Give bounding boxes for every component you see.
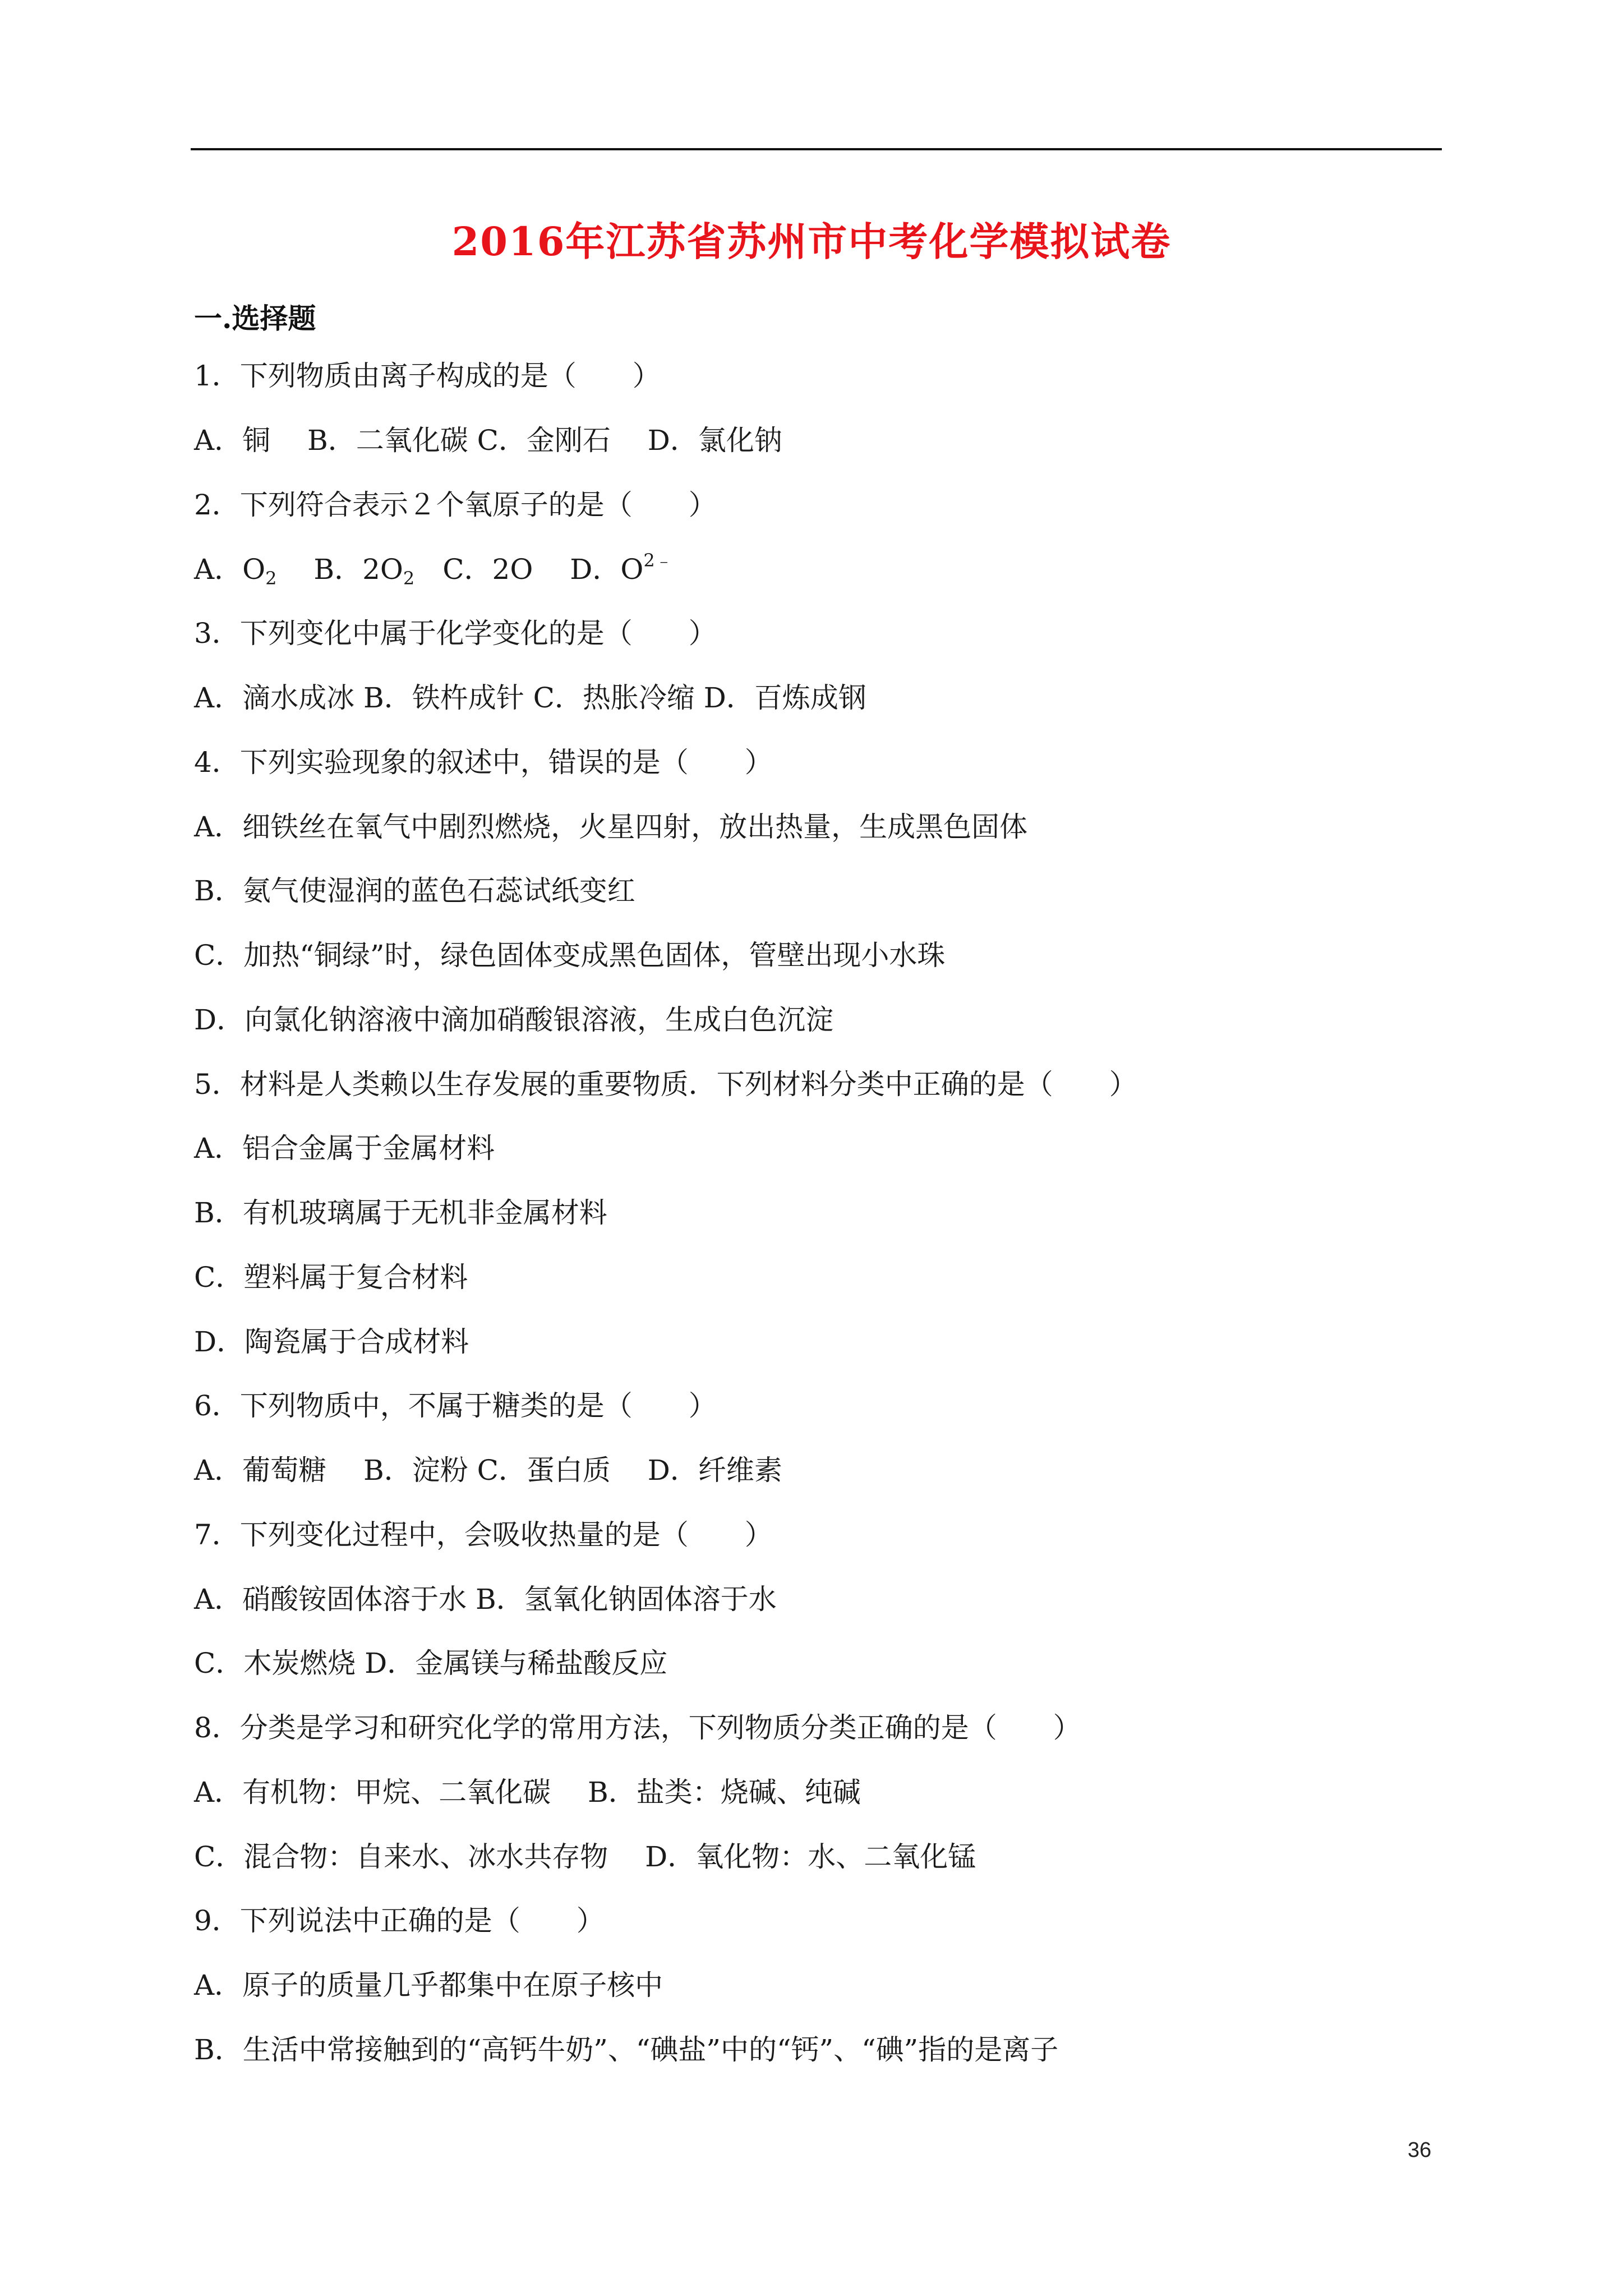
question-6-stem: 6．下列物质中，不属于糖类的是（ ） (194, 1389, 717, 1422)
section-heading: 一.选择题 (194, 302, 316, 335)
header-rule (191, 148, 1442, 150)
question-5-option-d: D．陶瓷属于合成材料 (194, 1326, 469, 1358)
question-2-options (194, 550, 673, 589)
question-3-stem: 3．下列变化中属于化学变化的是（ ） (194, 617, 717, 650)
question-2-stem: 2．下列符合表示２个氧原子的是（ ） (194, 489, 717, 521)
question-6-options: A．葡萄糖 B．淀粉 C．蛋白质 D．纤维素 (194, 1454, 782, 1487)
question-1-stem: 1．下列物质由离子构成的是（ ） (194, 360, 661, 392)
option-d-superscript: 2﹣ (643, 550, 673, 571)
question-4-option-a: A．细铁丝在氧气中剧烈燃烧，火星四射，放出热量，生成黑色固体 (194, 811, 1028, 843)
question-8-options-ab: A．有机物：甲烷、二氧化碳 B．盐类：烧碱、纯碱 (194, 1776, 861, 1809)
page-number: 36 (1408, 2138, 1432, 2162)
option-a-subscript: 2 (265, 568, 277, 589)
option-a-text: A．O (194, 553, 266, 586)
option-b-subscript: 2 (403, 568, 415, 589)
question-7-stem: 7．下列变化过程中，会吸收热量的是（ ） (194, 1519, 773, 1551)
exam-title: 2016年江苏省苏州市中考化学模拟试卷 (451, 218, 1172, 265)
question-9-option-a: A．原子的质量几乎都集中在原子核中 (194, 1969, 663, 2001)
question-7-options-cd: C．木炭燃烧 D．金属镁与稀盐酸反应 (194, 1647, 668, 1680)
question-5-option-a: A．铝合金属于金属材料 (194, 1132, 495, 1165)
question-5-option-c: C．塑料属于复合材料 (194, 1261, 468, 1294)
question-4-stem: 4．下列实验现象的叙述中，错误的是（ ） (194, 746, 773, 779)
question-9-option-b: B．生活中常接触到的“高钙牛奶”、“碘盐”中的“钙”、“碘”指的是离子 (194, 2033, 1059, 2066)
question-7-options-ab: A．硝酸铵固体溶于水 B．氢氧化钠固体溶于水 (194, 1583, 777, 1616)
question-4-option-b: B．氨气使湿润的蓝色石蕊试纸变红 (194, 875, 635, 907)
question-9-stem: 9．下列说法中正确的是（ ） (194, 1904, 605, 1937)
option-b-text: B．2O (276, 553, 403, 586)
question-3-options: A．滴水成冰 B．铁杵成针 C．热胀冷缩 D．百炼成钢 (194, 682, 866, 714)
question-8-options-cd: C．混合物：自来水、冰水共存物 D．氧化物：水、二氧化锰 (194, 1841, 976, 1873)
question-8-stem: 8．分类是学习和研究化学的常用方法，下列物质分类正确的是（ ） (194, 1711, 1081, 1744)
question-1-options: A．铜 B．二氧化碳 C．金刚石 D．氯化钠 (194, 424, 782, 457)
option-cd-text: C．2O D．O (414, 553, 644, 586)
question-4-option-d: D．向氯化钠溶液中滴加硝酸银溶液，生成白色沉淀 (194, 1004, 834, 1036)
question-4-option-c: C．加热“铜绿”时，绿色固体变成黑色固体，管壁出现小水珠 (194, 939, 946, 972)
question-5-stem: 5．材料是人类赖以生存发展的重要物质．下列材料分类中正确的是（ ） (194, 1068, 1137, 1101)
question-5-option-b: B．有机玻璃属于无机非金属材料 (194, 1197, 607, 1229)
